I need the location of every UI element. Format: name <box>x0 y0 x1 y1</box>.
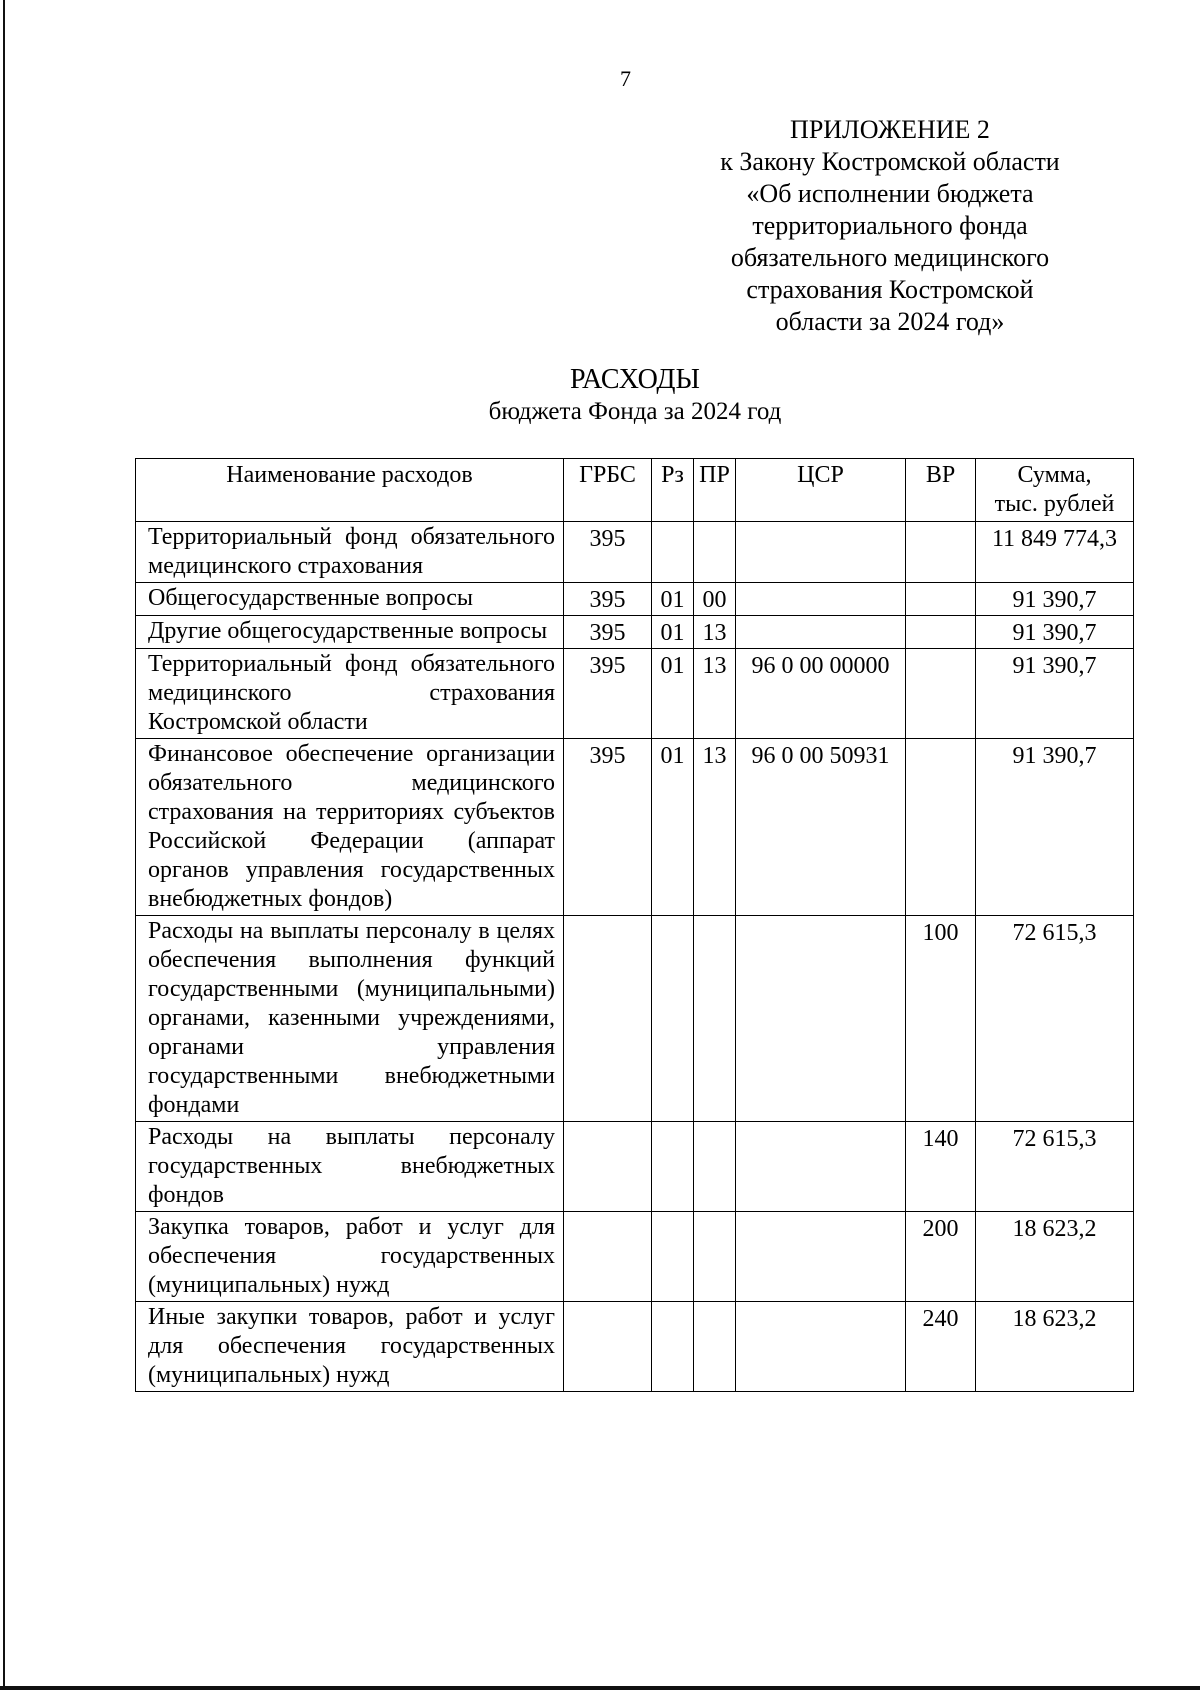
cell-pr <box>694 1212 736 1302</box>
cell-name: Общегосударственные вопросы <box>136 583 564 616</box>
cell-sum: 91 390,7 <box>976 649 1134 739</box>
cell-vr: 200 <box>906 1212 976 1302</box>
appendix-line: ПРИЛОЖЕНИЕ 2 <box>790 115 990 144</box>
cell-grbs <box>564 1212 652 1302</box>
cell-grbs <box>564 916 652 1122</box>
appendix-line: страхования Костромской <box>746 275 1034 304</box>
appendix-line: территориального фонда <box>752 211 1028 240</box>
cell-pr: 13 <box>694 616 736 649</box>
scan-bottom-edge <box>0 1686 1200 1690</box>
cell-vr <box>906 522 976 583</box>
cell-vr <box>906 583 976 616</box>
cell-name: Территориальный фонд обязательного медицинского страхования Костромской области <box>136 649 564 739</box>
cell-sum: 91 390,7 <box>976 739 1134 916</box>
cell-csr <box>736 583 906 616</box>
table-row <box>136 649 1134 739</box>
cell-rz: 01 <box>652 616 694 649</box>
cell-rz <box>652 1212 694 1302</box>
cell-grbs: 395 <box>564 583 652 616</box>
cell-vr <box>906 739 976 916</box>
page-number: 7 <box>620 66 631 91</box>
table-row <box>136 583 1134 616</box>
cell-pr: 13 <box>694 649 736 739</box>
header-sum <box>976 459 1134 522</box>
cell-csr <box>736 1212 906 1302</box>
table-row <box>136 1212 1134 1302</box>
header-rz: Рз <box>652 459 694 522</box>
cell-grbs <box>564 1302 652 1392</box>
table-row <box>136 1122 1134 1212</box>
cell-rz: 01 <box>652 649 694 739</box>
cell-rz: 01 <box>652 739 694 916</box>
cell-vr: 100 <box>906 916 976 1122</box>
cell-name: Расходы на выплаты персоналу государственных внебюджетных фондов <box>136 1122 564 1212</box>
cell-csr <box>736 916 906 1122</box>
cell-sum: 11 849 774,3 <box>976 522 1134 583</box>
cell-pr <box>694 916 736 1122</box>
header-vr: ВР <box>906 459 976 522</box>
cell-rz <box>652 916 694 1122</box>
cell-name: Финансовое обеспечение организации обязательного медицинского страхования на территориях субъектов Российской Федерации (аппарат органов управления государственных внебюджетных фондов) <box>136 739 564 916</box>
cell-csr <box>736 1122 906 1212</box>
appendix-line: обязательного медицинского <box>730 243 1050 272</box>
cell-name: Расходы на выплаты персоналу в целях обеспечения выполнения функций государственными (муниципальными) органами, казенными учреждениями, органами управления государственными внебюджетными фондами <box>136 916 564 1122</box>
cell-name: Другие общегосударственные вопросы <box>136 616 564 649</box>
appendix-line: к Закону Костромской области <box>720 147 1060 176</box>
cell-name: Иные закупки товаров, работ и услуг для обеспечения государственных (муниципальных) нужд <box>136 1302 564 1392</box>
cell-name: Закупка товаров, работ и услуг для обеспечения государственных (муниципальных) нужд <box>136 1212 564 1302</box>
header-sum-line1: Сумма, <box>1017 462 1092 488</box>
cell-name: Территориальный фонд обязательного медицинского страхования <box>136 522 564 583</box>
cell-sum: 91 390,7 <box>976 583 1134 616</box>
cell-csr <box>736 1302 906 1392</box>
cell-sum: 91 390,7 <box>976 616 1134 649</box>
cell-csr <box>736 616 906 649</box>
cell-csr: 96 0 00 00000 <box>736 649 906 739</box>
scan-left-edge <box>3 0 5 1690</box>
cell-csr <box>736 522 906 583</box>
expenses-table <box>135 458 1134 1392</box>
document-title: РАСХОДЫ <box>570 364 700 395</box>
cell-rz <box>652 1302 694 1392</box>
cell-grbs <box>564 1122 652 1212</box>
header-csr: ЦСР <box>736 459 906 522</box>
cell-sum: 72 615,3 <box>976 916 1134 1122</box>
table-row <box>136 1302 1134 1392</box>
cell-vr: 240 <box>906 1302 976 1392</box>
table-row <box>136 916 1134 1122</box>
cell-sum: 18 623,2 <box>976 1302 1134 1392</box>
cell-pr <box>694 1302 736 1392</box>
cell-grbs: 395 <box>564 616 652 649</box>
cell-grbs: 395 <box>564 649 652 739</box>
table-header-row <box>136 459 1134 522</box>
header-name: Наименование расходов <box>136 459 564 522</box>
cell-csr: 96 0 00 50931 <box>736 739 906 916</box>
cell-vr: 140 <box>906 1122 976 1212</box>
appendix-line: области за 2024 год» <box>775 307 1005 336</box>
appendix-header <box>700 114 1080 338</box>
table-row <box>136 616 1134 649</box>
cell-pr <box>694 1122 736 1212</box>
header-sum-line2: тыс. рублей <box>994 491 1115 517</box>
document-subtitle: бюджета Фонда за 2024 год <box>488 398 782 425</box>
cell-pr: 13 <box>694 739 736 916</box>
cell-vr <box>906 616 976 649</box>
cell-grbs: 395 <box>564 739 652 916</box>
cell-grbs: 395 <box>564 522 652 583</box>
cell-pr <box>694 522 736 583</box>
cell-sum: 18 623,2 <box>976 1212 1134 1302</box>
cell-pr: 00 <box>694 583 736 616</box>
appendix-line: «Об исполнении бюджета <box>746 179 1034 208</box>
table-row <box>136 522 1134 583</box>
cell-rz: 01 <box>652 583 694 616</box>
header-pr: ПР <box>694 459 736 522</box>
table-row <box>136 739 1134 916</box>
cell-vr <box>906 649 976 739</box>
header-grbs: ГРБС <box>564 459 652 522</box>
cell-rz <box>652 522 694 583</box>
cell-rz <box>652 1122 694 1212</box>
cell-sum: 72 615,3 <box>976 1122 1134 1212</box>
